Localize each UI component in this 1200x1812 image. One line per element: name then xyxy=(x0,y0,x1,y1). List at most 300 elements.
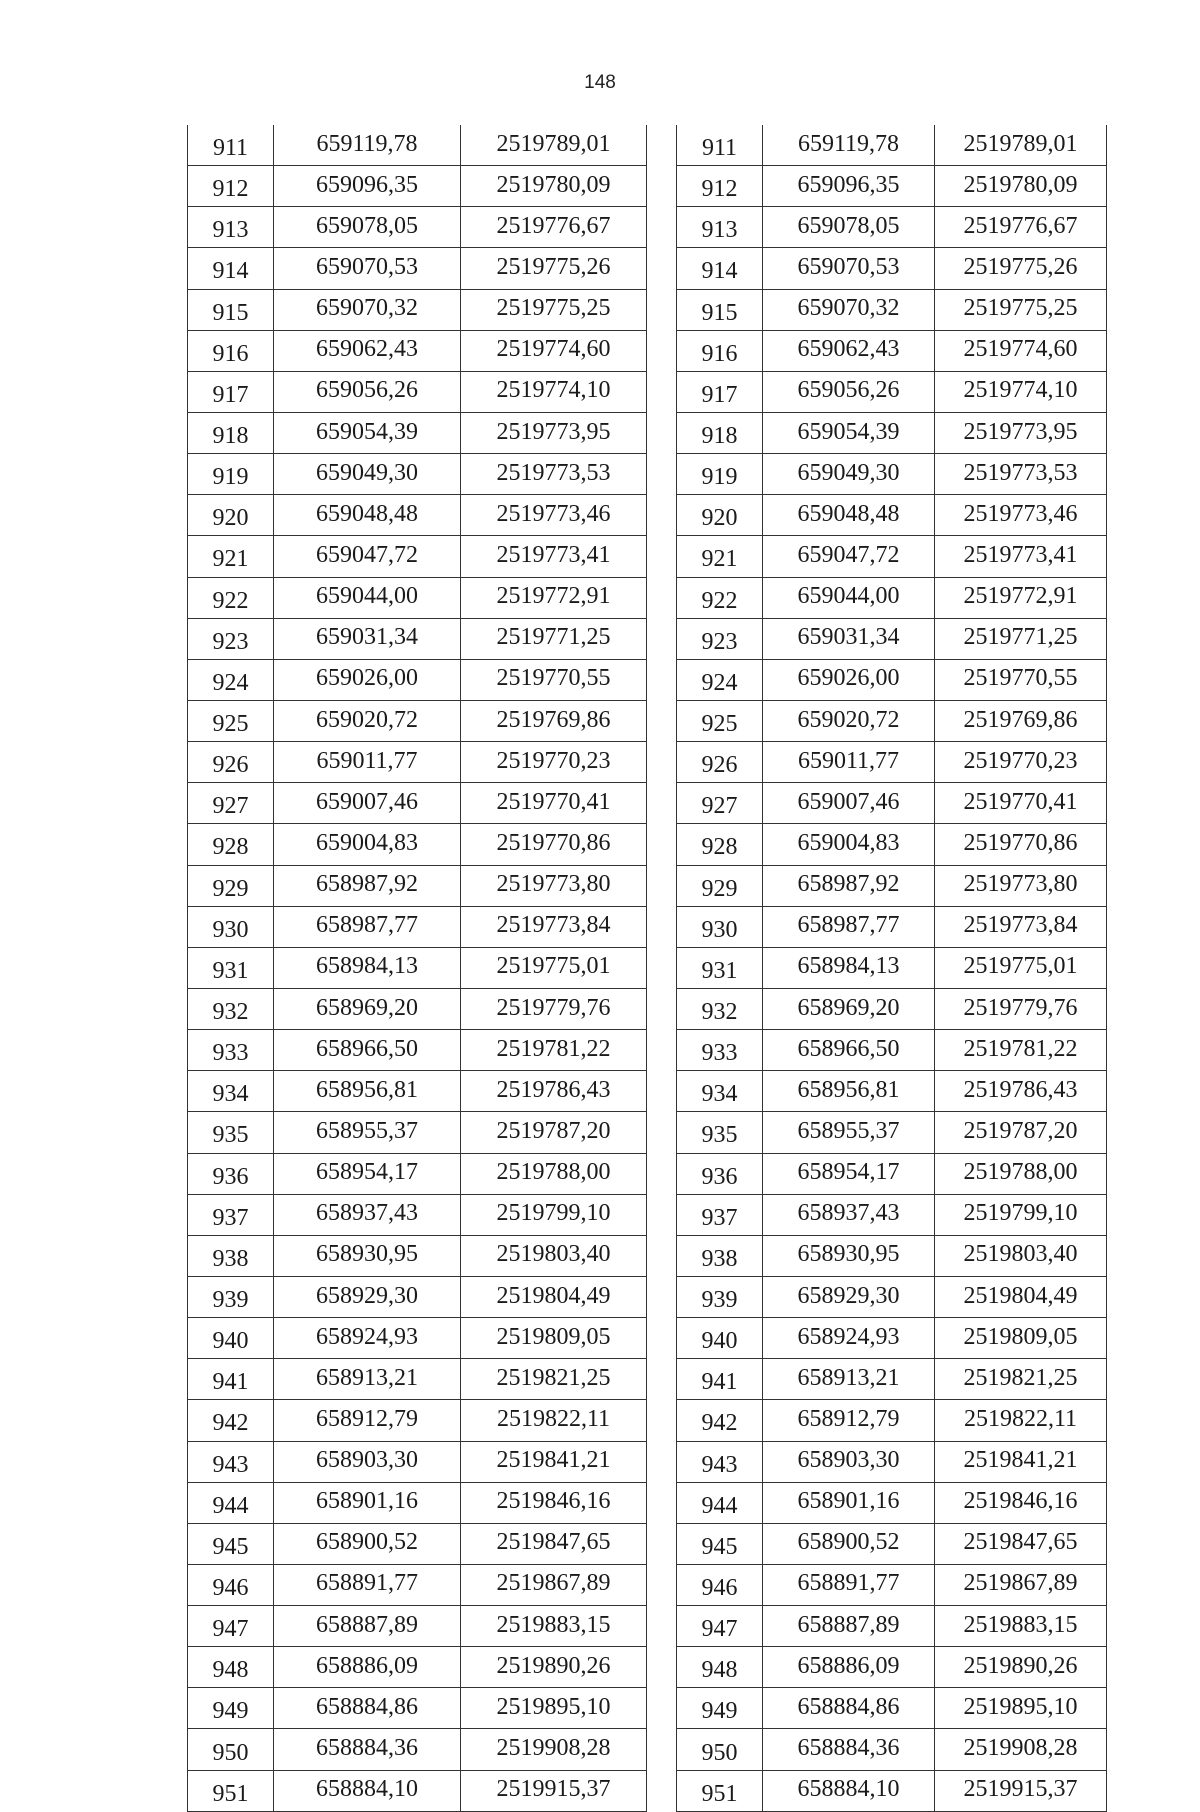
y-coordinate-cell: 2519773,80 xyxy=(935,865,1107,906)
y-coordinate-cell: 2519883,15 xyxy=(461,1606,647,1647)
x-coordinate-cell: 659044,00 xyxy=(763,577,935,618)
y-coordinate-cell: 2519890,26 xyxy=(461,1647,647,1688)
x-coordinate-cell: 658913,21 xyxy=(763,1359,935,1400)
y-coordinate-cell: 2519775,26 xyxy=(935,248,1107,289)
point-number-cell: 920 xyxy=(188,495,274,536)
table-row xyxy=(677,1112,1107,1153)
point-number-cell: 912 xyxy=(677,166,763,207)
table-row xyxy=(677,1441,1107,1482)
table-row xyxy=(677,248,1107,289)
point-number-cell: 937 xyxy=(188,1194,274,1235)
x-coordinate-cell: 659020,72 xyxy=(763,700,935,741)
x-coordinate-cell: 659031,34 xyxy=(763,618,935,659)
x-coordinate-cell: 658891,77 xyxy=(274,1564,461,1605)
y-coordinate-cell: 2519847,65 xyxy=(935,1523,1107,1564)
point-number-cell: 922 xyxy=(188,577,274,618)
y-coordinate-cell: 2519776,67 xyxy=(461,207,647,248)
y-coordinate-cell: 2519770,23 xyxy=(935,742,1107,783)
table-row xyxy=(188,865,647,906)
y-coordinate-cell: 2519908,28 xyxy=(935,1729,1107,1770)
x-coordinate-cell: 658984,13 xyxy=(763,947,935,988)
x-coordinate-cell: 658929,30 xyxy=(763,1276,935,1317)
table-row xyxy=(677,1359,1107,1400)
x-coordinate-cell: 658969,20 xyxy=(274,988,461,1029)
y-coordinate-cell: 2519787,20 xyxy=(935,1112,1107,1153)
table-row xyxy=(188,1523,647,1564)
point-number-cell: 948 xyxy=(677,1647,763,1688)
point-number-cell: 914 xyxy=(677,248,763,289)
y-coordinate-cell: 2519821,25 xyxy=(461,1359,647,1400)
point-number-cell: 934 xyxy=(188,1071,274,1112)
y-coordinate-cell: 2519789,01 xyxy=(461,125,647,166)
y-coordinate-cell: 2519773,46 xyxy=(935,495,1107,536)
point-number-cell: 947 xyxy=(188,1606,274,1647)
x-coordinate-cell: 659070,53 xyxy=(763,248,935,289)
point-number-cell: 921 xyxy=(188,536,274,577)
table-row xyxy=(188,700,647,741)
y-coordinate-cell: 2519781,22 xyxy=(935,1030,1107,1071)
y-coordinate-cell: 2519821,25 xyxy=(935,1359,1107,1400)
y-coordinate-cell: 2519780,09 xyxy=(461,166,647,207)
y-coordinate-cell: 2519770,86 xyxy=(935,824,1107,865)
x-coordinate-cell: 659048,48 xyxy=(763,495,935,536)
y-coordinate-cell: 2519770,55 xyxy=(461,659,647,700)
y-coordinate-cell: 2519809,05 xyxy=(461,1318,647,1359)
table-row xyxy=(188,412,647,453)
y-coordinate-cell: 2519786,43 xyxy=(935,1071,1107,1112)
y-coordinate-cell: 2519776,67 xyxy=(935,207,1107,248)
x-coordinate-cell: 658955,37 xyxy=(763,1112,935,1153)
point-number-cell: 935 xyxy=(188,1112,274,1153)
x-coordinate-cell: 658887,89 xyxy=(274,1606,461,1647)
point-number-cell: 921 xyxy=(677,536,763,577)
y-coordinate-cell: 2519780,09 xyxy=(935,166,1107,207)
point-number-cell: 928 xyxy=(677,824,763,865)
point-number-cell: 916 xyxy=(188,330,274,371)
point-number-cell: 924 xyxy=(677,659,763,700)
table-row xyxy=(188,783,647,824)
x-coordinate-cell: 659011,77 xyxy=(274,742,461,783)
y-coordinate-cell: 2519803,40 xyxy=(935,1235,1107,1276)
table-row xyxy=(188,742,647,783)
point-number-cell: 950 xyxy=(188,1729,274,1770)
point-number-cell: 938 xyxy=(188,1235,274,1276)
x-coordinate-cell: 658903,30 xyxy=(763,1441,935,1482)
point-number-cell: 924 xyxy=(188,659,274,700)
x-coordinate-cell: 659004,83 xyxy=(763,824,935,865)
table-row xyxy=(188,1153,647,1194)
y-coordinate-cell: 2519841,21 xyxy=(461,1441,647,1482)
point-number-cell: 917 xyxy=(677,371,763,412)
y-coordinate-cell: 2519773,46 xyxy=(461,495,647,536)
table-row xyxy=(677,1523,1107,1564)
table-row xyxy=(188,1564,647,1605)
point-number-cell: 932 xyxy=(677,988,763,1029)
y-coordinate-cell: 2519773,95 xyxy=(935,412,1107,453)
point-number-cell: 951 xyxy=(188,1770,274,1811)
y-coordinate-cell: 2519847,65 xyxy=(461,1523,647,1564)
y-coordinate-cell: 2519822,11 xyxy=(461,1400,647,1441)
y-coordinate-cell: 2519895,10 xyxy=(935,1688,1107,1729)
x-coordinate-cell: 659007,46 xyxy=(274,783,461,824)
y-coordinate-cell: 2519775,01 xyxy=(935,947,1107,988)
y-coordinate-cell: 2519770,41 xyxy=(935,783,1107,824)
point-number-cell: 942 xyxy=(188,1400,274,1441)
table-row xyxy=(677,1688,1107,1729)
x-coordinate-cell: 659047,72 xyxy=(763,536,935,577)
point-number-cell: 911 xyxy=(677,125,763,166)
point-number-cell: 941 xyxy=(677,1359,763,1400)
table-row xyxy=(188,824,647,865)
table-row xyxy=(188,289,647,330)
x-coordinate-cell: 658954,17 xyxy=(274,1153,461,1194)
x-coordinate-cell: 658956,81 xyxy=(763,1071,935,1112)
table-row xyxy=(188,1482,647,1523)
point-number-cell: 915 xyxy=(677,289,763,330)
point-number-cell: 936 xyxy=(188,1153,274,1194)
point-number-cell: 930 xyxy=(188,906,274,947)
x-coordinate-cell: 659119,78 xyxy=(274,125,461,166)
x-coordinate-cell: 659096,35 xyxy=(274,166,461,207)
table-row xyxy=(677,1276,1107,1317)
x-coordinate-cell: 658884,86 xyxy=(274,1688,461,1729)
y-coordinate-cell: 2519774,60 xyxy=(935,330,1107,371)
y-coordinate-cell: 2519804,49 xyxy=(461,1276,647,1317)
table-row xyxy=(677,988,1107,1029)
table-row xyxy=(677,289,1107,330)
x-coordinate-cell: 659047,72 xyxy=(274,536,461,577)
x-coordinate-cell: 658884,10 xyxy=(274,1770,461,1811)
x-coordinate-cell: 658887,89 xyxy=(763,1606,935,1647)
x-coordinate-cell: 659026,00 xyxy=(763,659,935,700)
y-coordinate-cell: 2519773,41 xyxy=(935,536,1107,577)
table-row xyxy=(677,207,1107,248)
point-number-cell: 920 xyxy=(677,495,763,536)
x-coordinate-cell: 659054,39 xyxy=(763,412,935,453)
x-coordinate-cell: 658900,52 xyxy=(763,1523,935,1564)
table-row xyxy=(188,659,647,700)
table-row xyxy=(188,1688,647,1729)
table-row xyxy=(677,783,1107,824)
y-coordinate-cell: 2519769,86 xyxy=(461,700,647,741)
x-coordinate-cell: 659020,72 xyxy=(274,700,461,741)
x-coordinate-cell: 658929,30 xyxy=(274,1276,461,1317)
y-coordinate-cell: 2519779,76 xyxy=(461,988,647,1029)
point-number-cell: 918 xyxy=(677,412,763,453)
point-number-cell: 934 xyxy=(677,1071,763,1112)
x-coordinate-cell: 659011,77 xyxy=(763,742,935,783)
y-coordinate-cell: 2519799,10 xyxy=(461,1194,647,1235)
point-number-cell: 943 xyxy=(677,1441,763,1482)
point-number-cell: 939 xyxy=(188,1276,274,1317)
point-number-cell: 917 xyxy=(188,371,274,412)
point-number-cell: 911 xyxy=(188,125,274,166)
y-coordinate-cell: 2519774,10 xyxy=(935,371,1107,412)
table-row xyxy=(188,1729,647,1770)
y-coordinate-cell: 2519883,15 xyxy=(935,1606,1107,1647)
x-coordinate-cell: 658924,93 xyxy=(763,1318,935,1359)
point-number-cell: 929 xyxy=(677,865,763,906)
y-coordinate-cell: 2519846,16 xyxy=(935,1482,1107,1523)
y-coordinate-cell: 2519775,25 xyxy=(461,289,647,330)
x-coordinate-cell: 659070,32 xyxy=(763,289,935,330)
coordinates-table-right xyxy=(676,125,1107,1812)
table-row xyxy=(677,700,1107,741)
x-coordinate-cell: 659096,35 xyxy=(763,166,935,207)
x-coordinate-cell: 659044,00 xyxy=(274,577,461,618)
point-number-cell: 932 xyxy=(188,988,274,1029)
x-coordinate-cell: 658987,77 xyxy=(763,906,935,947)
point-number-cell: 915 xyxy=(188,289,274,330)
x-coordinate-cell: 658886,09 xyxy=(763,1647,935,1688)
point-number-cell: 918 xyxy=(188,412,274,453)
point-number-cell: 913 xyxy=(188,207,274,248)
x-coordinate-cell: 659078,05 xyxy=(763,207,935,248)
point-number-cell: 925 xyxy=(677,700,763,741)
point-number-cell: 949 xyxy=(188,1688,274,1729)
y-coordinate-cell: 2519773,84 xyxy=(461,906,647,947)
table-row xyxy=(677,1564,1107,1605)
table-row xyxy=(188,454,647,495)
x-coordinate-cell: 659004,83 xyxy=(274,824,461,865)
point-number-cell: 929 xyxy=(188,865,274,906)
y-coordinate-cell: 2519770,86 xyxy=(461,824,647,865)
table-row xyxy=(677,1770,1107,1811)
y-coordinate-cell: 2519867,89 xyxy=(935,1564,1107,1605)
table-row xyxy=(188,371,647,412)
point-number-cell: 945 xyxy=(188,1523,274,1564)
point-number-cell: 923 xyxy=(188,618,274,659)
table-row xyxy=(677,412,1107,453)
x-coordinate-cell: 658884,36 xyxy=(763,1729,935,1770)
point-number-cell: 931 xyxy=(188,947,274,988)
y-coordinate-cell: 2519769,86 xyxy=(935,700,1107,741)
table-row xyxy=(188,1441,647,1482)
point-number-cell: 944 xyxy=(677,1482,763,1523)
point-number-cell: 940 xyxy=(188,1318,274,1359)
table-row xyxy=(188,495,647,536)
table-row xyxy=(677,1647,1107,1688)
y-coordinate-cell: 2519773,80 xyxy=(461,865,647,906)
x-coordinate-cell: 658884,86 xyxy=(763,1688,935,1729)
table-row xyxy=(188,1359,647,1400)
x-coordinate-cell: 659078,05 xyxy=(274,207,461,248)
point-number-cell: 937 xyxy=(677,1194,763,1235)
point-number-cell: 931 xyxy=(677,947,763,988)
point-number-cell: 933 xyxy=(677,1030,763,1071)
y-coordinate-cell: 2519775,26 xyxy=(461,248,647,289)
y-coordinate-cell: 2519915,37 xyxy=(935,1770,1107,1811)
y-coordinate-cell: 2519775,01 xyxy=(461,947,647,988)
table-row xyxy=(677,495,1107,536)
x-coordinate-cell: 658966,50 xyxy=(274,1030,461,1071)
table-row xyxy=(677,330,1107,371)
x-coordinate-cell: 659070,53 xyxy=(274,248,461,289)
y-coordinate-cell: 2519773,53 xyxy=(935,454,1107,495)
x-coordinate-cell: 659056,26 xyxy=(763,371,935,412)
x-coordinate-cell: 659119,78 xyxy=(763,125,935,166)
table-row xyxy=(188,1071,647,1112)
y-coordinate-cell: 2519770,23 xyxy=(461,742,647,783)
x-coordinate-cell: 658901,16 xyxy=(274,1482,461,1523)
table-row xyxy=(188,988,647,1029)
point-number-cell: 938 xyxy=(677,1235,763,1276)
table-row xyxy=(188,1276,647,1317)
table-row xyxy=(677,947,1107,988)
point-number-cell: 930 xyxy=(677,906,763,947)
y-coordinate-cell: 2519771,25 xyxy=(935,618,1107,659)
point-number-cell: 947 xyxy=(677,1606,763,1647)
x-coordinate-cell: 658930,95 xyxy=(274,1235,461,1276)
x-coordinate-cell: 658954,17 xyxy=(763,1153,935,1194)
table-body-left xyxy=(188,125,647,1811)
table-row xyxy=(188,207,647,248)
x-coordinate-cell: 658969,20 xyxy=(763,988,935,1029)
y-coordinate-cell: 2519804,49 xyxy=(935,1276,1107,1317)
point-number-cell: 927 xyxy=(677,783,763,824)
point-number-cell: 923 xyxy=(677,618,763,659)
table-row xyxy=(677,1235,1107,1276)
table-row xyxy=(677,166,1107,207)
table-row xyxy=(677,536,1107,577)
table-row xyxy=(188,1235,647,1276)
y-coordinate-cell: 2519809,05 xyxy=(935,1318,1107,1359)
y-coordinate-cell: 2519781,22 xyxy=(461,1030,647,1071)
y-coordinate-cell: 2519773,53 xyxy=(461,454,647,495)
page-number: 148 xyxy=(584,72,616,93)
y-coordinate-cell: 2519772,91 xyxy=(935,577,1107,618)
table-row xyxy=(188,618,647,659)
table-row xyxy=(677,1400,1107,1441)
point-number-cell: 926 xyxy=(188,742,274,783)
y-coordinate-cell: 2519770,55 xyxy=(935,659,1107,700)
table-row xyxy=(188,536,647,577)
x-coordinate-cell: 659049,30 xyxy=(763,454,935,495)
table-row xyxy=(677,659,1107,700)
table-row xyxy=(188,166,647,207)
table-row xyxy=(188,906,647,947)
x-coordinate-cell: 659007,46 xyxy=(763,783,935,824)
x-coordinate-cell: 658956,81 xyxy=(274,1071,461,1112)
point-number-cell: 928 xyxy=(188,824,274,865)
table-row xyxy=(188,947,647,988)
point-number-cell: 950 xyxy=(677,1729,763,1770)
y-coordinate-cell: 2519841,21 xyxy=(935,1441,1107,1482)
table-row xyxy=(188,125,647,166)
table-row xyxy=(677,1030,1107,1071)
point-number-cell: 925 xyxy=(188,700,274,741)
point-number-cell: 914 xyxy=(188,248,274,289)
table-row xyxy=(188,1606,647,1647)
point-number-cell: 939 xyxy=(677,1276,763,1317)
x-coordinate-cell: 658901,16 xyxy=(763,1482,935,1523)
x-coordinate-cell: 658984,13 xyxy=(274,947,461,988)
y-coordinate-cell: 2519770,41 xyxy=(461,783,647,824)
y-coordinate-cell: 2519908,28 xyxy=(461,1729,647,1770)
point-number-cell: 935 xyxy=(677,1112,763,1153)
y-coordinate-cell: 2519775,25 xyxy=(935,289,1107,330)
table-row xyxy=(677,742,1107,783)
point-number-cell: 916 xyxy=(677,330,763,371)
point-number-cell: 948 xyxy=(188,1647,274,1688)
y-coordinate-cell: 2519895,10 xyxy=(461,1688,647,1729)
y-coordinate-cell: 2519773,41 xyxy=(461,536,647,577)
x-coordinate-cell: 659048,48 xyxy=(274,495,461,536)
x-coordinate-cell: 658987,92 xyxy=(763,865,935,906)
x-coordinate-cell: 659070,32 xyxy=(274,289,461,330)
point-number-cell: 926 xyxy=(677,742,763,783)
table-row xyxy=(188,1112,647,1153)
point-number-cell: 912 xyxy=(188,166,274,207)
point-number-cell: 951 xyxy=(677,1770,763,1811)
x-coordinate-cell: 658891,77 xyxy=(763,1564,935,1605)
table-row xyxy=(188,248,647,289)
y-coordinate-cell: 2519788,00 xyxy=(935,1153,1107,1194)
x-coordinate-cell: 658966,50 xyxy=(763,1030,935,1071)
table-row xyxy=(188,1318,647,1359)
table-row xyxy=(188,330,647,371)
y-coordinate-cell: 2519788,00 xyxy=(461,1153,647,1194)
table-row xyxy=(677,1482,1107,1523)
point-number-cell: 922 xyxy=(677,577,763,618)
x-coordinate-cell: 659056,26 xyxy=(274,371,461,412)
table-row xyxy=(677,1153,1107,1194)
y-coordinate-cell: 2519772,91 xyxy=(461,577,647,618)
x-coordinate-cell: 658930,95 xyxy=(763,1235,935,1276)
y-coordinate-cell: 2519890,26 xyxy=(935,1647,1107,1688)
point-number-cell: 943 xyxy=(188,1441,274,1482)
x-coordinate-cell: 658924,93 xyxy=(274,1318,461,1359)
y-coordinate-cell: 2519789,01 xyxy=(935,125,1107,166)
point-number-cell: 936 xyxy=(677,1153,763,1194)
x-coordinate-cell: 658884,36 xyxy=(274,1729,461,1770)
y-coordinate-cell: 2519786,43 xyxy=(461,1071,647,1112)
point-number-cell: 946 xyxy=(188,1564,274,1605)
y-coordinate-cell: 2519774,60 xyxy=(461,330,647,371)
y-coordinate-cell: 2519822,11 xyxy=(935,1400,1107,1441)
table-row xyxy=(677,906,1107,947)
x-coordinate-cell: 658987,77 xyxy=(274,906,461,947)
y-coordinate-cell: 2519779,76 xyxy=(935,988,1107,1029)
y-coordinate-cell: 2519773,84 xyxy=(935,906,1107,947)
table-row xyxy=(677,1318,1107,1359)
x-coordinate-cell: 658955,37 xyxy=(274,1112,461,1153)
point-number-cell: 949 xyxy=(677,1688,763,1729)
x-coordinate-cell: 658912,79 xyxy=(763,1400,935,1441)
y-coordinate-cell: 2519915,37 xyxy=(461,1770,647,1811)
x-coordinate-cell: 658886,09 xyxy=(274,1647,461,1688)
x-coordinate-cell: 659049,30 xyxy=(274,454,461,495)
y-coordinate-cell: 2519774,10 xyxy=(461,371,647,412)
table-row xyxy=(188,577,647,618)
x-coordinate-cell: 658912,79 xyxy=(274,1400,461,1441)
y-coordinate-cell: 2519787,20 xyxy=(461,1112,647,1153)
coordinates-table-left xyxy=(187,125,647,1812)
point-number-cell: 942 xyxy=(677,1400,763,1441)
y-coordinate-cell: 2519773,95 xyxy=(461,412,647,453)
point-number-cell: 946 xyxy=(677,1564,763,1605)
table-row xyxy=(677,371,1107,412)
table-row xyxy=(677,865,1107,906)
y-coordinate-cell: 2519799,10 xyxy=(935,1194,1107,1235)
table-row xyxy=(677,618,1107,659)
point-number-cell: 933 xyxy=(188,1030,274,1071)
x-coordinate-cell: 658913,21 xyxy=(274,1359,461,1400)
table-row xyxy=(188,1770,647,1811)
table-row xyxy=(677,577,1107,618)
x-coordinate-cell: 659062,43 xyxy=(274,330,461,371)
x-coordinate-cell: 658937,43 xyxy=(274,1194,461,1235)
